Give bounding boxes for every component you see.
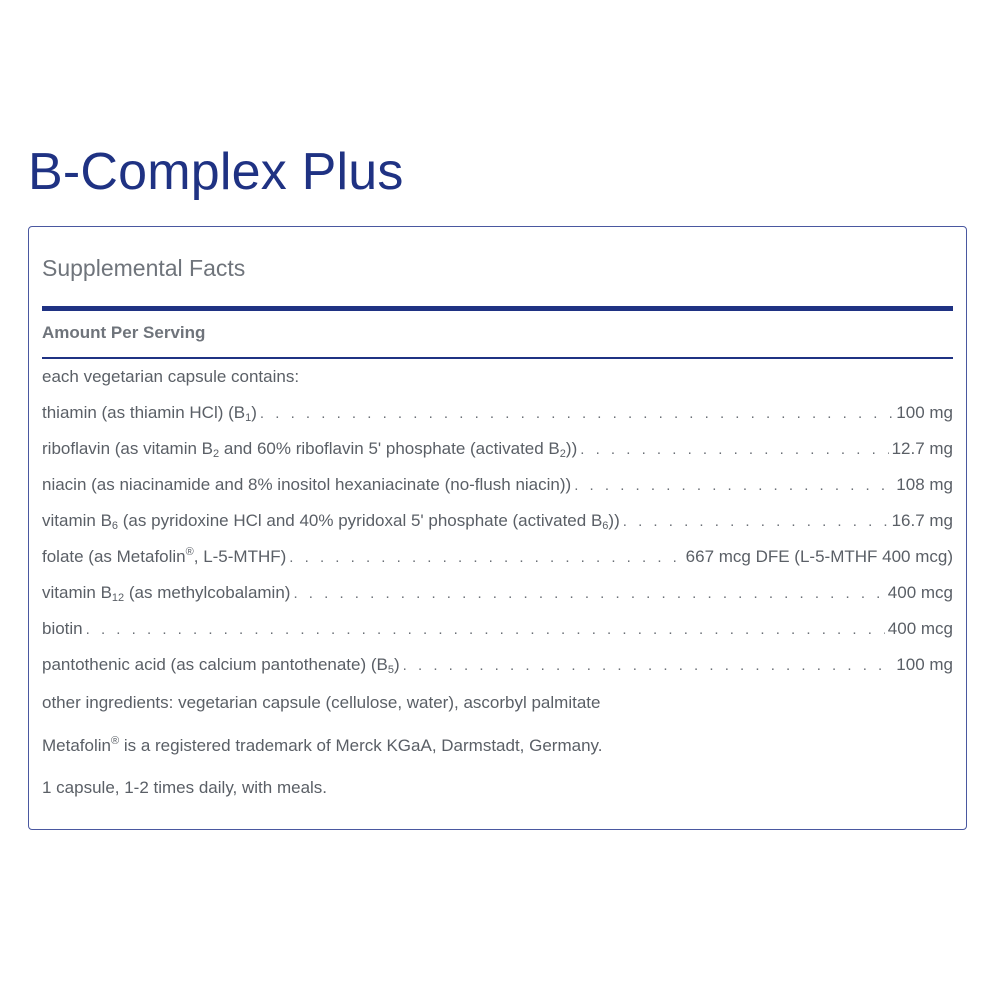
dot-leader: [580, 441, 888, 458]
dot-leader: [289, 549, 682, 566]
product-title: B-Complex Plus: [28, 143, 404, 201]
dot-leader: [86, 621, 885, 638]
amount-per-serving-label: Amount Per Serving: [42, 323, 206, 342]
ingredient-row-niacin: [42, 475, 953, 511]
ingredient-amount: 400 mcg: [887, 619, 953, 638]
ingredient-row-riboflavin: [42, 439, 953, 475]
dot-leader: [293, 585, 884, 602]
other-ingredients: other ingredients: vegetarian capsule (cellulose, water), ascorbyl palmitate: [42, 693, 601, 712]
ingredient-row-vitamin-b6: [42, 511, 953, 547]
ingredient-row-biotin: [42, 619, 953, 655]
ingredient-row-thiamin: [42, 403, 953, 439]
dot-leader: [574, 477, 893, 494]
ingredient-row-folate: [42, 547, 953, 583]
dot-leader: [403, 657, 894, 674]
ingredient-amount: 667 mcg DFE (L-5-MTHF 400 mcg): [685, 547, 953, 566]
ingredient-name: pantothenic acid (as calcium pantothenate) $(B_5)$: [42, 655, 400, 676]
ingredient-amount: 400 mcg: [887, 583, 953, 602]
serving-intro: each vegetarian capsule contains:: [42, 367, 300, 386]
dot-leader: [260, 405, 893, 422]
ingredient-amount: 100 mg: [896, 403, 953, 422]
trademark-notice: Metafolin® is a registered trademark of Merck KGaA, Darmstadt, Germany.: [42, 735, 603, 755]
ingredient-name: vitamin $B_{12}$ (as methylcobalamin): [42, 583, 291, 604]
ingredient-list: [42, 403, 953, 691]
ingredient-name: folate (as Metafolin®, L-5-MTHF): [42, 546, 287, 566]
facts-heading: Supplemental Facts: [42, 255, 246, 281]
dosage-directions: 1 capsule, 1-2 times daily, with meals.: [42, 778, 328, 797]
thick-divider: [42, 306, 953, 311]
dot-leader: [623, 513, 889, 530]
thin-divider: [42, 357, 953, 359]
ingredient-amount: 16.7 mg: [891, 511, 953, 530]
ingredient-name: vitamin $B_6$ (as pyridoxine HCl and 40% pyridoxal 5' phosphate (activated $B_6$)): [42, 511, 620, 532]
ingredient-name: biotin: [42, 619, 83, 638]
ingredient-row-pantothenic-acid: [42, 655, 953, 691]
ingredient-row-vitamin-b12: [42, 583, 953, 619]
ingredient-amount: 108 mg: [896, 475, 953, 494]
ingredient-name: thiamin (as thiamin HCl) $(B_1)$: [42, 403, 257, 424]
ingredient-name: niacin (as niacinamide and 8% inositol hexaniacinate (no-flush niacin)): [42, 475, 572, 494]
supplement-facts-panel: [28, 226, 967, 830]
ingredient-amount: 100 mg: [896, 655, 953, 674]
ingredient-amount: 12.7 mg: [891, 439, 953, 458]
ingredient-name: riboflavin (as vitamin $B_2$ and 60% riboflavin 5' phosphate (activated $B_2$)): [42, 439, 578, 460]
